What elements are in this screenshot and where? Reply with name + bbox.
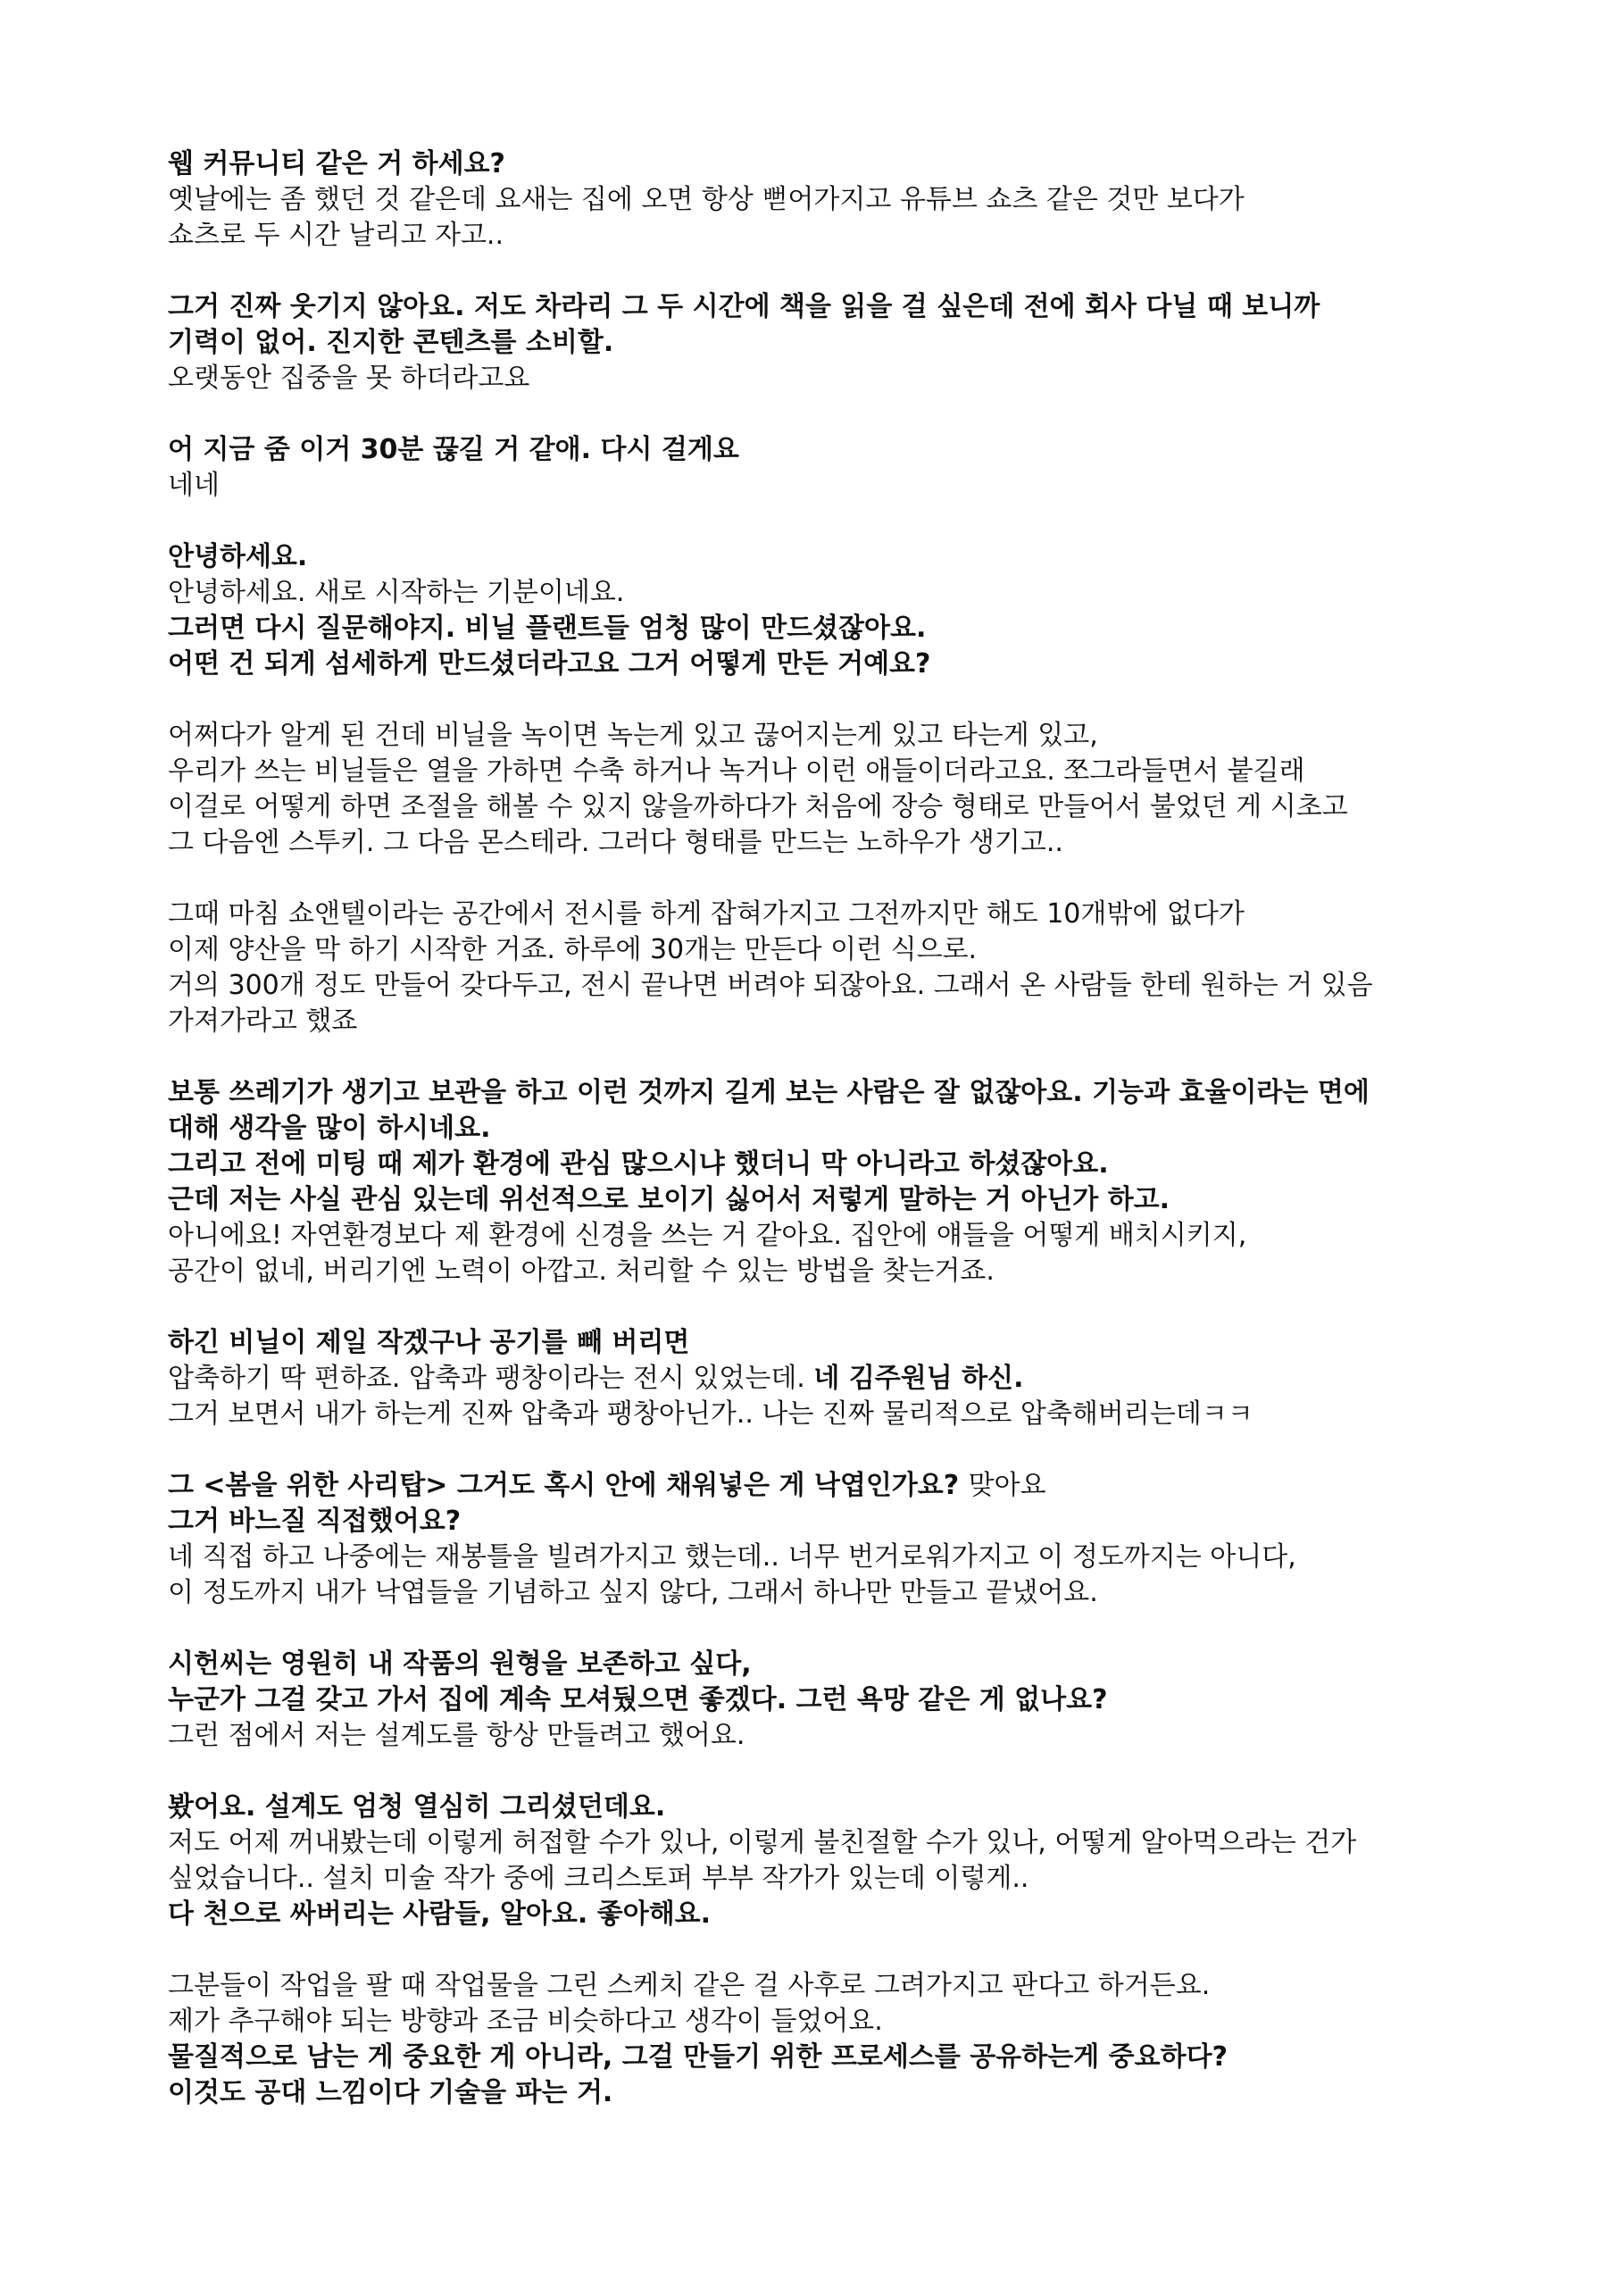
interviewee-text: 저도 어제 꺼내봤는데 이렇게 허접할 수가 있나, 이렇게 불친절할 수가 있나, 어떻게 알아먹으라는 건가 — [168, 1827, 1357, 1858]
transcript-line — [168, 1647, 1507, 1682]
interviewer-text: 그거 진짜 웃기지 않아요. 저도 차라리 그 두 시간에 책을 읽을 걸 싶은데 전에 회사 다닐 때 보니까 — [168, 291, 1320, 322]
interviewee-text: 안녕하세요. 새로 시작하는 기분이네요. — [168, 577, 625, 608]
interviewer-text: 안녕하세요. — [168, 541, 308, 572]
interviewee-text: 이걸로 어떻게 하면 조절을 해볼 수 있지 않을까하다가 처음에 장승 형태로 만들어서 불었던 게 시초고 — [168, 791, 1348, 822]
interviewee-text: 그때 마침 쇼앤텔이라는 공간에서 전시를 하게 잡혀가지고 그전까지만 해도 10개밖에 없다가 — [168, 898, 1245, 930]
transcript-line — [168, 1004, 1507, 1039]
interviewee-text: 그거 보면서 내가 하는게 진짜 압축과 팽창아닌가.. 나는 진짜 물리적으로 압축해버리는데ㅋㅋ — [168, 1398, 1253, 1430]
transcript-line — [168, 897, 1507, 932]
transcript-block — [168, 1075, 1507, 1289]
transcript-line — [168, 1575, 1507, 1611]
transcript-line — [168, 611, 1507, 647]
transcript-line — [168, 2040, 1507, 2075]
interviewer-text: 그거 바느질 직접했어요? — [168, 1506, 462, 1537]
interviewer-text: 보통 쓰레기가 생기고 보관을 하고 이런 것까지 길게 보는 사람은 잘 없잖아요. 기능과 효율이라는 면에 — [168, 1077, 1370, 1108]
transcript-line — [168, 718, 1507, 754]
transcript-line — [168, 1718, 1507, 1754]
transcript-line — [168, 539, 1507, 575]
interviewer-text: 다 천으로 싸버리는 사람들, 알아요. 좋아해요. — [168, 1898, 712, 1930]
interviewer-text: 근데 저는 사실 관심 있는데 위선적으로 보이기 싫어서 저렇게 말하는 거 아닌가 하고. — [168, 1184, 1170, 1215]
transcript-line — [168, 1147, 1507, 1182]
interviewee-text: 가져가라고 했죠 — [168, 1005, 358, 1037]
transcript-line — [168, 146, 1507, 182]
interviewer-text: 어떤 건 되게 섬세하게 만드셨더라고요 그거 어떻게 만든 거예요? — [168, 648, 931, 680]
transcript-line — [168, 1075, 1507, 1111]
interviewer-text: 이것도 공대 느낌이다 기술을 파는 거. — [168, 2077, 613, 2108]
interviewer-text: 그 <봄을 위한 사리탑> 그거도 혹시 안에 채워넣은 게 낙엽인가요? — [168, 1470, 969, 1501]
interviewee-text: 오랫동안 집중을 못 하더라고요 — [168, 363, 530, 394]
transcript-line — [168, 1111, 1507, 1147]
interviewer-text: 시헌씨는 영원히 내 작품의 원형을 보존하고 싶다, — [168, 1648, 752, 1680]
transcript-line — [168, 1825, 1507, 1861]
interviewer-text: 기력이 없어. 진지한 콘텐츠를 소비할. — [168, 327, 614, 358]
transcript-line — [168, 647, 1507, 682]
interviewee-text: 옛날에는 좀 했던 것 같은데 요새는 집에 오면 항상 뻗어가지고 유튜브 쇼츠 같은 것만 보다가 — [168, 184, 1245, 215]
transcript-line — [168, 932, 1507, 968]
transcript-line — [168, 361, 1507, 396]
interviewee-text: 그 다음엔 스투키. 그 다음 몬스테라. 그러다 형태를 만드는 노하우가 생기고.. — [168, 827, 1063, 858]
transcript-block — [168, 1790, 1507, 1932]
transcript-line — [168, 1504, 1507, 1540]
interviewee-text: 어쩌다가 알게 된 건데 비닐을 녹이면 녹는게 있고 끊어지는게 있고 타는게 있고, — [168, 720, 1098, 751]
transcript-line — [168, 325, 1507, 361]
interviewer-text: 어 지금 줌 이거 30분 끊길 거 같애. 다시 걸게요 — [168, 434, 739, 465]
interviewee-text: 압축하기 딱 편하죠. 압축과 팽창이라는 전시 있었는데. — [168, 1363, 814, 1394]
transcript-line — [168, 1325, 1507, 1361]
interviewer-text: 웹 커뮤니티 같은 거 하세요? — [168, 148, 505, 179]
interviewer-text: 그리고 전에 미팅 때 제가 환경에 관심 많으시냐 했더니 막 아니라고 하셨잖아요. — [168, 1148, 1109, 1180]
transcript-line — [168, 1790, 1507, 1825]
transcript-line — [168, 182, 1507, 218]
transcript-line — [168, 1397, 1507, 1432]
interviewee-text: 맞아요 — [968, 1470, 1046, 1501]
transcript-line — [168, 1540, 1507, 1575]
transcript-block — [168, 1325, 1507, 1432]
transcript-block — [168, 897, 1507, 1039]
interviewer-text: 봤어요. 설계도 엄청 열심히 그리셨던데요. — [168, 1791, 666, 1823]
transcript-line — [168, 575, 1507, 611]
transcript-block — [168, 539, 1507, 682]
transcript-line — [168, 2004, 1507, 2040]
transcript-block — [168, 1647, 1507, 1754]
interviewer-text: 대해 생각을 많이 하시네요. — [168, 1113, 491, 1144]
transcript-block — [168, 146, 1507, 254]
interviewee-text: 네 직접 하고 나중에는 재봉틀을 빌려가지고 했는데.. 너무 번거로워가지고 이 정도까지는 아니다, — [168, 1541, 1296, 1573]
interviewee-text: 네네 — [168, 470, 220, 501]
interviewee-text: 거의 300개 정도 만들어 갖다두고, 전시 끝나면 버려야 되잖아요. 그래서 온 사람들 한테 원하는 거 있음 — [168, 970, 1373, 1001]
transcript-line — [168, 1682, 1507, 1718]
transcript-line — [168, 218, 1507, 254]
interviewee-text: 우리가 쓰는 비닐들은 열을 가하면 수축 하거나 녹거나 이런 애들이더라고요. 쪼그라들면서 붙길래 — [168, 755, 1305, 787]
transcript-line — [168, 1468, 1507, 1504]
interviewer-text: 물질적으로 남는 게 중요한 게 아니라, 그걸 만들기 위한 프로세스를 공유하는게 중요하다? — [168, 2041, 1228, 2073]
interview-transcript — [168, 146, 1507, 2147]
transcript-line — [168, 968, 1507, 1004]
interviewer-text: 그러면 다시 질문해야지. 비닐 플랜트들 엄청 많이 만드셨잖아요. — [168, 613, 927, 644]
transcript-block — [168, 1968, 1507, 2111]
interviewee-text: 쇼츠로 두 시간 날리고 자고.. — [168, 220, 504, 251]
interviewer-text: 누군가 그걸 갖고 가서 집에 계속 모셔뒀으면 좋겠다. 그런 욕망 같은 게 없나요? — [168, 1684, 1108, 1715]
transcript-line — [168, 1182, 1507, 1218]
transcript-line — [168, 432, 1507, 468]
interviewee-text: 싶었습니다.. 설치 미술 작가 중에 크리스토퍼 부부 작가가 있는데 이렇게.. — [168, 1863, 1029, 1894]
interviewee-text: 그런 점에서 저는 설계도를 항상 만들려고 했어요. — [168, 1720, 745, 1751]
transcript-line — [168, 1968, 1507, 2004]
interviewee-text: 이 정도까지 내가 낙엽들을 기념하고 싶지 않다, 그래서 하나만 만들고 끝냈어요. — [168, 1577, 1098, 1608]
transcript-line — [168, 825, 1507, 861]
transcript-line — [168, 789, 1507, 825]
interviewee-text: 아니에요! 자연환경보다 제 환경에 신경을 쓰는 거 같아요. 집안에 얘들을 어떻게 배치시키지, — [168, 1220, 1247, 1251]
interviewee-text: 공간이 없네, 버리기엔 노력이 아깝고. 처리할 수 있는 방법을 찾는거죠. — [168, 1256, 995, 1287]
transcript-line — [168, 1361, 1507, 1397]
transcript-block — [168, 432, 1507, 504]
transcript-line — [168, 1254, 1507, 1289]
transcript-block — [168, 1468, 1507, 1611]
interviewee-text: 이제 양산을 막 하기 시작한 거죠. 하루에 30개는 만든다 이런 식으로. — [168, 934, 978, 965]
transcript-block — [168, 289, 1507, 396]
transcript-line — [168, 754, 1507, 789]
interviewee-text: 그분들이 작업을 팔 때 작업물을 그린 스케치 같은 걸 사후로 그려가지고 판다고 하거든요. — [168, 1970, 1211, 2001]
interviewer-text: 네 김주원님 하신. — [813, 1363, 1024, 1394]
transcript-line — [168, 1861, 1507, 1897]
interviewee-text: 제가 추구해야 되는 방향과 조금 비슷하다고 생각이 들었어요. — [168, 2006, 883, 2037]
transcript-block — [168, 718, 1507, 861]
transcript-line — [168, 2075, 1507, 2111]
transcript-line — [168, 1218, 1507, 1254]
transcript-line — [168, 468, 1507, 504]
transcript-line — [168, 1897, 1507, 1932]
interviewer-text: 하긴 비닐이 제일 작겠구나 공기를 빼 버리면 — [168, 1327, 690, 1358]
transcript-line — [168, 289, 1507, 325]
